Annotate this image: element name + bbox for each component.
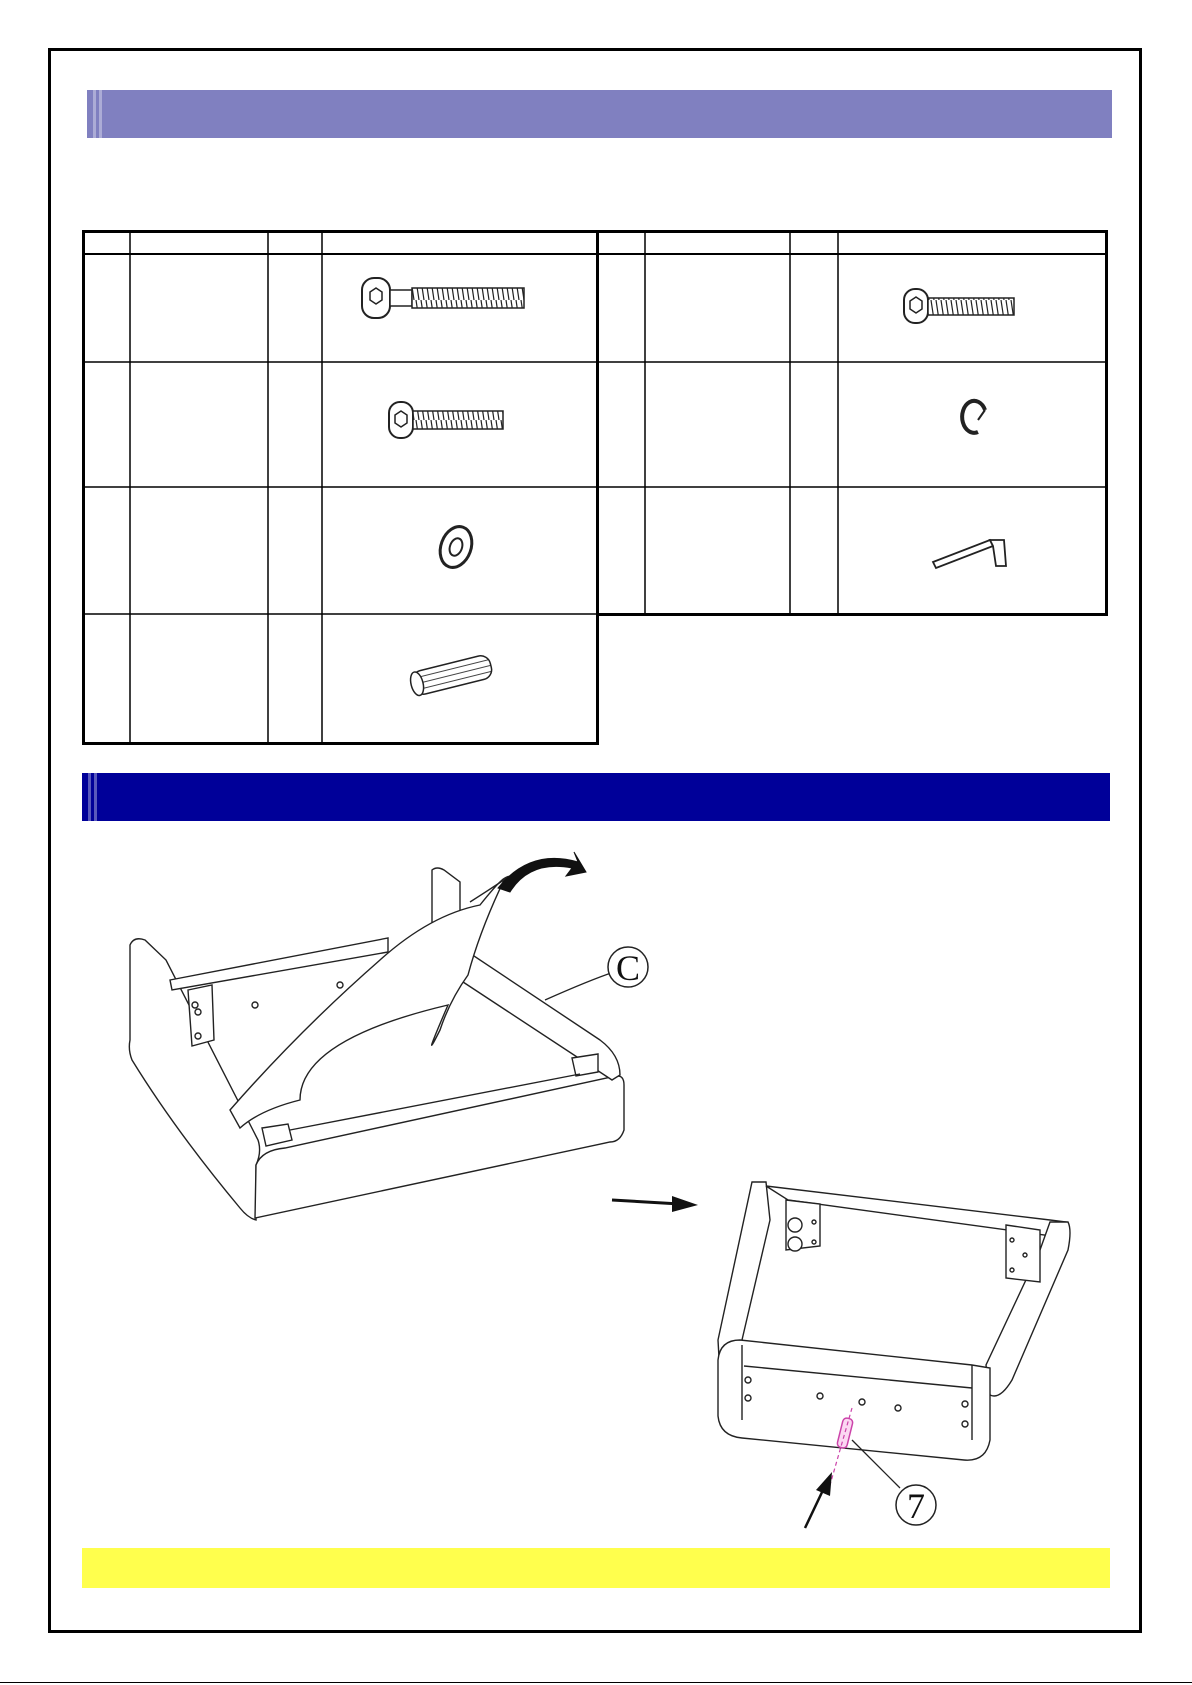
short-bolt-icon (389, 402, 503, 438)
wooden-dowel-icon (408, 654, 493, 697)
medium-bolt-icon (904, 289, 1014, 323)
insert-arrow-icon (805, 1472, 832, 1528)
step-arrow-icon (612, 1196, 698, 1212)
allen-key-icon (933, 540, 1006, 568)
table-grid-right (599, 230, 1108, 616)
flat-washer-icon (435, 522, 478, 572)
page-bottom-edge (0, 1682, 1192, 1683)
peel-arrow-icon (498, 852, 586, 892)
callout-c-label: C (615, 948, 641, 988)
lock-washer-icon (962, 401, 985, 433)
callout-c-leader (545, 972, 614, 1000)
frame-c-drawing (129, 868, 624, 1220)
callout-7-label: 7 (907, 1486, 925, 1526)
frame-dowel-drawing (718, 1182, 1070, 1460)
long-bolt-icon (362, 278, 524, 318)
